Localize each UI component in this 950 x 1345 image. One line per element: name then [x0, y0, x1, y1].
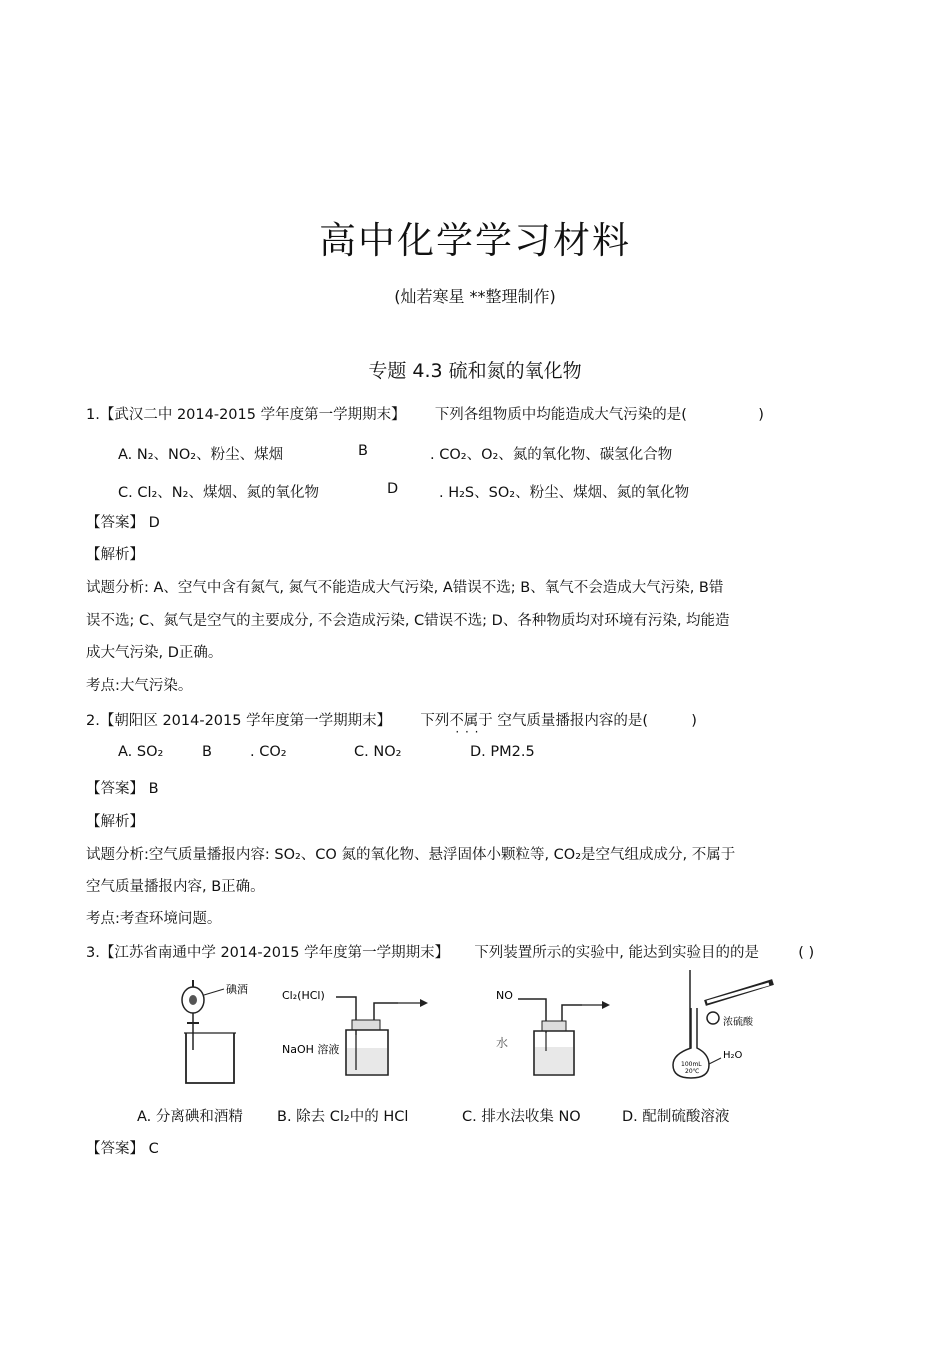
- question-2-analysis-line-1: 试题分析:空气质量播报内容: SO₂、CO 氮的氧化物、悬浮固体小颗粒等, CO₂是空气组成成分, 不属于: [86, 847, 736, 863]
- figure-b-gas-label: Cl₂(HCl): [282, 989, 325, 1002]
- question-2-text-pre: 下列: [420, 713, 450, 729]
- question-2-option-b: . CO₂: [250, 744, 287, 760]
- question-3-option-c: C. 排水法收集 NO: [462, 1109, 581, 1125]
- question-2-source: 2.【朝阳区 2014-2015 学年度第一学期期末】: [86, 713, 392, 729]
- question-2-option-d: D. PM2.5: [470, 744, 535, 760]
- question-1-option-d-label: D: [387, 481, 399, 497]
- question-1-stem: [86, 403, 764, 424]
- question-1-option-d: . H₂S、SO₂、粉尘、煤烟、氮的氧化物: [439, 485, 690, 501]
- figure-b-wash-bottle: [280, 985, 440, 1080]
- question-1-option-c: C. Cl₂、N₂、煤烟、氮的氧化物: [118, 485, 319, 501]
- document-title: 高中化学学习材料: [319, 219, 631, 262]
- figure-a-label: 碘酒: [226, 983, 248, 996]
- figure-b-liquid-label: NaOH 溶液: [282, 1043, 340, 1056]
- figure-a-separatory-funnel: [170, 975, 270, 1085]
- question-2-paren-close: ): [691, 713, 697, 729]
- question-2-emphasis: 不属于 · · ·: [449, 713, 493, 729]
- question-1-answer: 【答案】 D: [86, 515, 160, 531]
- question-1-text: 下列各组物质中均能造成大气污染的是(: [434, 407, 687, 423]
- topic-heading: 专题 4.3 硫和氮的氧化物: [368, 360, 582, 382]
- question-2-option-a: A. SO₂: [118, 744, 164, 760]
- question-1-option-b: . CO₂、O₂、氮的氧化物、碳氢化合物: [430, 447, 673, 463]
- figure-d-water-label: H₂O: [723, 1050, 743, 1061]
- question-3-option-b: B. 除去 Cl₂中的 HCl: [277, 1109, 409, 1125]
- document-subtitle: (灿若寒星 **整理制作): [394, 287, 556, 306]
- question-3-paren: ( ): [798, 945, 815, 961]
- question-3-source: 3.【江苏省南通中学 2014-2015 学年度第一学期期末】: [86, 945, 450, 961]
- figure-d-acid-label: 浓硫酸: [723, 1017, 753, 1028]
- figure-d-flask-temp: 20℃: [685, 1068, 700, 1075]
- question-2-stem: [86, 709, 697, 730]
- question-2-text-post: 空气质量播报内容的是(: [497, 713, 649, 729]
- figure-c-gas-label: NO: [496, 989, 513, 1002]
- question-2-point: 考点:考查环境问题。: [86, 911, 222, 927]
- question-2-option-c: C. NO₂: [354, 744, 402, 760]
- question-2-answer: 【答案】 B: [86, 781, 159, 797]
- question-1-paren-close: ): [758, 407, 764, 423]
- figure-d-flask-volume: 100mL: [681, 1061, 702, 1068]
- question-1-analysis-line-1: 试题分析: A、空气中含有氮气, 氮气不能造成大气污染, A错误不选; B、氧气不会造成大气污染, B错: [86, 580, 724, 596]
- question-3-option-d: D. 配制硫酸溶液: [622, 1109, 730, 1125]
- question-3-option-a: A. 分离碘和酒精: [137, 1109, 243, 1125]
- question-1-option-b-label: B: [358, 443, 368, 459]
- question-1-option-a: A. N₂、NO₂、粉尘、煤烟: [118, 447, 284, 463]
- question-2-analysis-label: 【解析】: [86, 814, 144, 830]
- question-1-point: 考点:大气污染。: [86, 678, 193, 694]
- question-3-answer: 【答案】 C: [86, 1141, 159, 1157]
- question-1-source: 1.【武汉二中 2014-2015 学年度第一学期期末】: [86, 407, 406, 423]
- question-3-stem: [86, 941, 814, 962]
- question-1-analysis-label: 【解析】: [86, 547, 144, 563]
- question-2-analysis-line-2: 空气质量播报内容, B正确。: [86, 879, 265, 895]
- question-3-text: 下列装置所示的实验中, 能达到实验目的的是: [474, 945, 760, 961]
- figure-c-liquid-label: 水: [496, 1036, 509, 1050]
- question-1-analysis-line-2: 误不选; C、氮气是空气的主要成分, 不会造成污染, C错误不选; D、各种物质均对环境有污染, 均能造: [86, 613, 730, 629]
- figure-c-water-collection: [490, 985, 620, 1080]
- figure-d-volumetric-flask: [665, 968, 795, 1080]
- question-1-analysis-line-3: 成大气污染, D正确。: [86, 645, 223, 661]
- question-2-option-b-label: B: [202, 744, 212, 760]
